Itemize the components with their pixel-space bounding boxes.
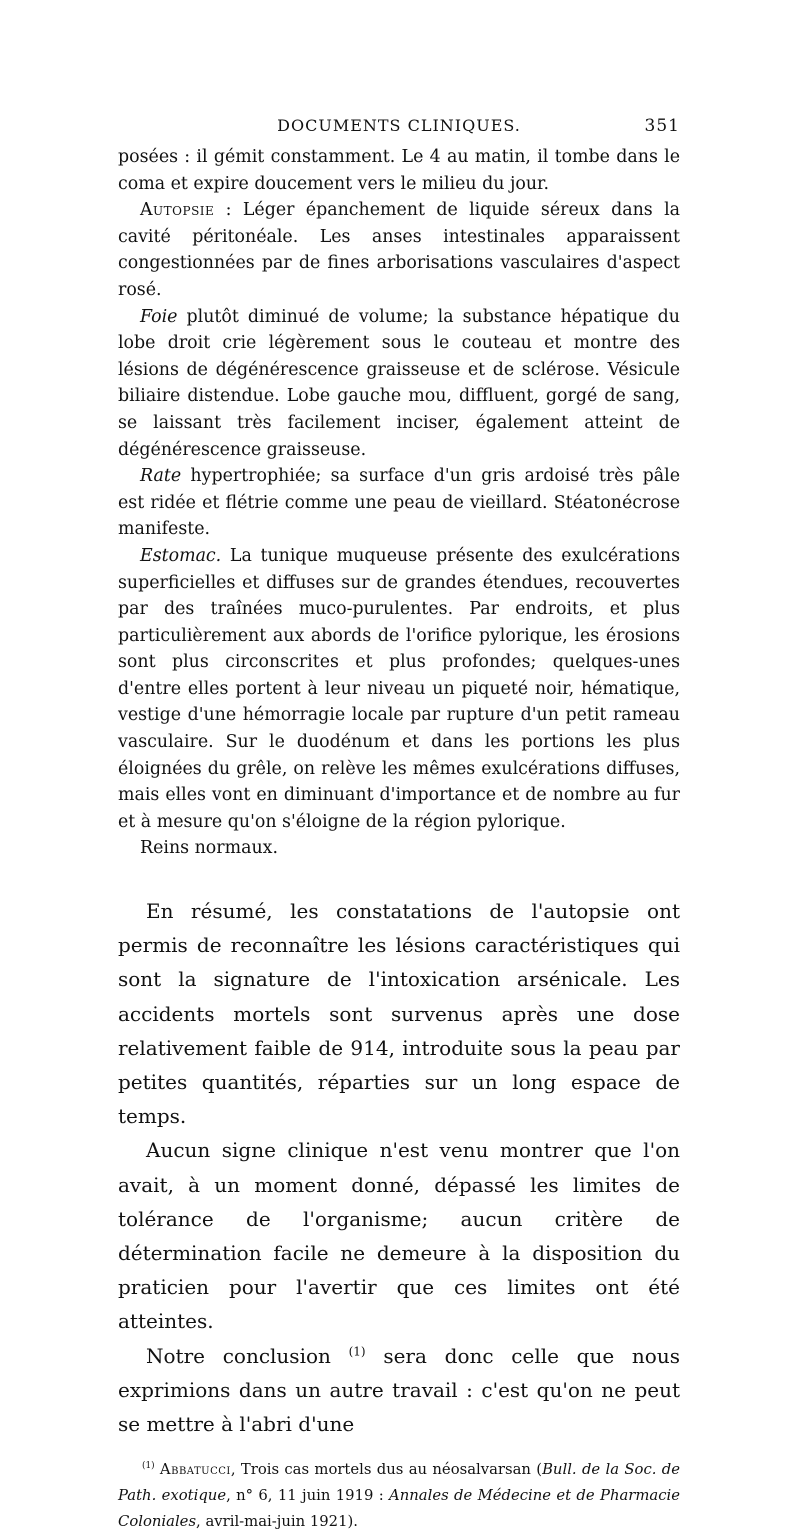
footnote [118, 1457, 680, 1535]
summary-paragraph-2: Aucun signe clinique n'est venu montrer que l'on avait, à un moment donné, dépassé les limites de tolérance de l'organisme; aucun critère de détermination facile ne demeure à la disposition du praticien pour l'avertir que ces limites ont été atteintes. [118, 1138, 680, 1334]
autopsy-label: Autopsie [140, 200, 215, 221]
stomach-text: La tunique muqueuse présente des exulcérations superficielles et diffuses sur de grandes étendues, recouvertes par des traînées muco-purulentes. Par endroits, et plus particulièrement aux abords de l'orifice pylorique, les érosions sont plus circonscrites et plus profondes; quelques-unes d'entre elles portent à leur niveau un piqueté noir, hématique, vestige d'une hémorragie locale par rupture d'un petit rameau vasculaire. Sur le duodénum et dans les portions les plus éloignées du grêle, on relève les mêmes exulcérations diffuses, mais elles vont en diminuant d'importance et de nombre au fur et à mesure qu'on s'éloigne de la région pylorique. [118, 545, 680, 832]
conclusion-text-end: sera donc celle que nous exprimions dans un autre travail : c'est qu'on ne peut se mettre à l'abri d'une [118, 1343, 680, 1437]
footnote-journal-1: Bull. de la Soc. de Path. exotique [118, 1461, 681, 1505]
liver-label: Foie [140, 306, 178, 327]
running-title: DOCUMENTS CLINIQUES. [277, 116, 521, 135]
footnote-text-1: , Trois cas mortels dus au néosalvarsan ( [230, 1461, 543, 1479]
footnote-reference: (1) [348, 1344, 366, 1359]
conclusion-text-start: Notre conclusion [146, 1343, 349, 1368]
footnote-journal-2: Annales de Médecine et de Pharmacie Coloniales [118, 1487, 680, 1531]
page-number: 351 [644, 116, 680, 136]
footnote-spacer [118, 1441, 680, 1457]
footnote-author: Abbatucci [159, 1461, 231, 1479]
autopsy-text: : Léger épanchement de liquide séreux dans la cavité péritonéale. Les anses intestinales apparaissent congestionnées par de fines arborisations vasculaires d'aspect rosé. [118, 200, 680, 300]
spleen-paragraph [118, 463, 680, 543]
liver-paragraph [118, 304, 680, 464]
stomach-paragraph [118, 543, 680, 836]
footnote-text-3: , avril-mai-juin 1921). [196, 1513, 358, 1531]
footnote-text-2: , n° 6, 11 juin 1919 : [226, 1487, 390, 1505]
running-header [118, 112, 680, 142]
spleen-text: hypertrophiée; sa surface d'un gris ardoisé très pâle est ridée et flétrie comme une peau de vieillard. Stéatonécrose manifeste. [118, 466, 680, 540]
stomach-label: Estomac. [140, 545, 222, 566]
autopsy-paragraph [118, 197, 680, 303]
summary-paragraph-3 [118, 1339, 680, 1442]
liver-text: plutôt diminué de volume; la substance hépatique du lobe droit crie légèrement sous le couteau et montre des lésions de dégénérescence graisseuse et de sclérose. Vésicule biliaire distendue. Lobe gauche mou, diffluent, gorgé de sang, se laissant très facilement inciser, également atteint de dégénérescence graisseuse. [118, 306, 680, 460]
spleen-label: Rate [140, 466, 182, 487]
case-paragraph-continuation: posées : il gémit constamment. Le 4 au matin, il tombe dans le coma et expire doucement vers le milieu du jour. [118, 147, 680, 194]
kidneys-paragraph: Reins normaux. [140, 838, 278, 859]
book-page [118, 112, 680, 1535]
summary-paragraph-1: En résumé, les constatations de l'autopsie ont permis de reconnaître les lésions caractéristiques qui sont la signature de l'intoxication arsénicale. Les accidents mortels sont survenus après une dose relativement faible de 914, introduite sous la peau par petites quantités, réparties sur un long espace de temps. [118, 899, 680, 1129]
footnote-mark: (1) [142, 1461, 155, 1472]
